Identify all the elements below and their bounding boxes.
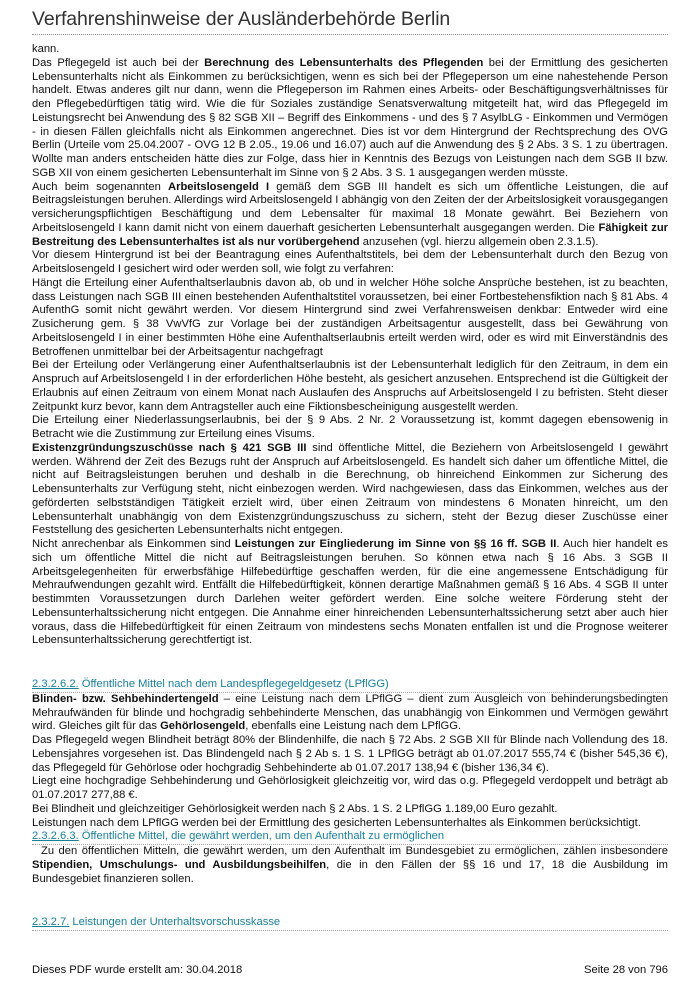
document-body <box>32 43 672 931</box>
paragraph-pflegegeld-blindheit: Das Pflegegeld wegen Blindheit beträgt 80% der Blindenhilfe, die nach § 72 Abs. 2 SGB XII für Blinde nach Vollendung des 18. Lebensjahres vorgesehen ist. Das Blindengeld nach § 2 Ab s. 1 S. 1 LPflGG beträgt ab 01.07.2017 555,74 € (bisher 545,36 €), das Pflegegeld für Gehörlose oder hochgradig Sehbehinderte ab 01.07.2017 138,94 € (bisher 136,34 €). <box>32 734 668 774</box>
paragraph-blindengeld: Blinden- bzw. Sehbehindertengeld – eine Leistung nach dem LPflGG – dient zum Ausgleich von behinderungsbedingten Mehraufwänden für blinde und hochgradig sehbehinderte Menschen, das unabhängig von Einkommen und Vermögen gewährt wird. Gleiches gilt für das Gehörlosengeld, ebenfalls eine Leistung nach dem LPflGG. <box>32 692 669 733</box>
header-divider <box>32 34 668 35</box>
paragraph-sehbehinderung: Liegt eine hochgradige Sehbehinderung und Gehörlosigkeit gleichzeitig vor, wird das o.g. Pflegegeld verdoppelt und beträgt ab 01.07.2017 277,88 €. <box>32 775 668 801</box>
paragraph-eingliederung: Nicht anrechenbar als Einkommen sind Leistungen zur Eingliederung im Sinne von §§ 16 ff. SGB II. Auch hier handelt es sich um öffentliche Mittel die nicht auf Beitragsleistungen beruhen. So können etwa nach § 16 Abs. 3 SGB II Arbeitsgelegenheiten für erwerbsfähige Hilfebedürftige geschaffen werden, für die eine angemessene Entschädigung für Mehraufwendungen gezahlt wird. Entfällt die Hilfebedürftigkeit, können derartige Maßnahmen gemäß § 16 Abs. 4 SGB II unter bestimmten Voraussetzungen durch Darlehen weiter gefördert werden. Eine solche weitere Förderung steht der Lebensunterhaltssicherung nicht entgegen. Die Annahme einer hinreichenden Lebensunterhaltssicherung setzt aber auch hier voraus, dass die Hilfebedürftigkeit für einen Zeitraum von mindestens sechs Monaten entfallen ist und die Prognose weiterer Lebensunterhaltssicherung gerechtfertigt ist. <box>32 538 668 647</box>
page-title: Verfahrenshinweise der Ausländerbehörde Berlin <box>32 8 451 30</box>
section-number-link[interactable]: 2.3.2.7. <box>32 916 70 929</box>
page-header <box>32 8 668 35</box>
created-date: Dieses PDF wurde erstellt am: 30.04.2018 <box>32 964 243 976</box>
section-heading-2326-3[interactable]: 2.3.2.6.3. Öffentliche Mittel, die gewährt werden, um den Aufenthalt zu ermöglichen <box>32 830 445 843</box>
paragraph-pflegegeld: Das Pflegegeld ist auch bei der Berechnung des Lebensunterhalts des Pflegenden bei der Ermittlung des gesicherten Lebensunterhalts nicht als Einkommen zu berücksichtigen, wenn es sich bei der Pflegeperson um eine nahestehende Person handelt. Etwas anderes gilt nur dann, wenn die Pflegeperson im Rahmen eines Arbeits- oder Beschäftigungsverhältnisses für den Pflegebedürftigen tätig wird. Wie die für Soziales zuständige Senatsverwaltung mitgeteilt hat, wird das Pflegegeld im Leistungsrecht bei Anwendung des § 82 SGB XII – Begriff des Einkommens - und des § 7 AsylbLG - Einkommen und Vermögen - in diesen Fällen gleichfalls nicht als Einkommen angerechnet. Dies ist vor dem Hintergrund der Rechtsprechung des OVG Berlin (Urteile vom 25.04.2007 - OVG 12 B 2.05., 19.06 und 16.07) auch auf die Anwendung des § 2 Abs. 3 S. 1 zu übertragen. Wollte man anders entscheiden hätte dies zur Folge, dass hier in Kenntnis des Bezugs von Leistungen nach dem SGB II bzw. SGB XII von einem gesicherten Lebensunterhalt im Sinne von § 2 Abs. 3 S. 1 ausgegangen werden müsste. <box>32 56 668 179</box>
section-heading-2326-2[interactable]: 2.3.2.6.2. Öffentliche Mittel nach dem Landespflegegeldgesetz (LPflGG) <box>32 678 389 690</box>
paragraph-verfahren: Vor diesem Hintergrund ist bei der Beantragung eines Aufenthaltstitels, bei dem der Lebensunterhalt durch den Bezug von Arbeitslosengeld I gesichert wird oder werden soll, wie folgt zu verfahren: <box>32 249 668 275</box>
paragraph-arbeitslosengeld: Auch beim sogenannten Arbeitslosengeld I gemäß dem SGB III handelt es sich um öffentliche Leistungen, die auf Beitragsleistungen beruhen. Allerdings wird Arbeitslosengeld I abhängig von den Zeiten der der Arbeitslosigkeit vorausgegangen versicherungspflichtigen Beschäftigung und dem Lebensalter für maximal 18 Monate gewährt. Bei Beziehern von Arbeitslosengeld I kann damit nicht von einem dauerhaft gesicherten Lebensunterhalt ausgegangen werden. Die Fähigkeit zur Bestreitung des Lebensunterhaltes ist als nur vorübergehend anzusehen (vgl. hierzu allgemein oben 2.3.1.5). <box>32 180 669 248</box>
page-number: Seite 28 von 796 <box>584 964 668 976</box>
paragraph-erteilung: Hängt die Erteilung einer Aufenthaltserlaubnis davon ab, ob und in welcher Höhe solche Ansprüche bestehen, ist zu beachten, dass Leistungen nach SGB III einen bestehenden Aufenthaltstitel voraussetzen, bei einer Fortbestehensfiktion nach § 81 Abs. 4 AufenthG somit nicht gewährt werden. Vor diesem Hintergrund sind zwei Verfahrensweisen denkbar: Entweder wird eine Zusicherung gem. § 38 VwVfG zur Vorlage bei der zuständigen Arbeitsagentur ausgestellt, dass bei Gewährung von Arbeitslosengeld I in einer bestimmten Höhe eine Aufenthaltserlaubnis erteilt werden wird, oder es wird mit Einverständnis des Betroffenen unmittelbar bei der Arbeitsagentur nachgefragt <box>32 276 668 358</box>
paragraph-continuation: kann. <box>32 43 60 55</box>
section-number-link[interactable]: 2.3.2.6.2. <box>32 678 79 690</box>
section-number-link[interactable]: 2.3.2.6.3. <box>32 830 79 843</box>
paragraph-stipendien: Zu den öffentlichen Mitteln, die gewährt werden, um den Aufenthalt im Bundesgebiet zu ermöglichen, zählen insbesondere Stipendien, Umschulungs- und Ausbildungsbeihilfen, die in den Fällen der §§ 16 und 17, 18 die Ausbildung im Bundesgebiet finanzieren sollen. <box>32 845 672 885</box>
paragraph-existenzgruendung: Existenzgründungszuschüsse nach § 421 SGB III sind öffentliche Mittel, die Beziehern von Arbeitslosengeld I gewährt werden. Während der Zeit des Bezugs ruht der Anspruch auf Arbeitslosengeld. Es handelt sich daher um öffentliche Mittel, die nicht auf Beitragsleistungen beruhen und deshalb in die Berechnung, ob hinreichend Einkommen zur Sicherung des Lebensunterhalts zur Verfügung steht, nicht einbezogen werden. Wird nachgewiesen, dass das Einkommen, welches aus der geförderten selbstständigen Tätigkeit erzielt wird, über einen Zeitraum von mindestens 6 Monaten hinreicht, um den Lebensunterhalt unabhängig von dem Existenzgründungszuschuss zu sichern, steht der Bezug dieser Zuschüsse einer Feststellung des gesicherten Lebensunterhalts nicht entgegen. <box>32 441 668 537</box>
section-heading-2327[interactable]: 2.3.2.7. Leistungen der Unterhaltsvorschusskasse <box>32 916 281 929</box>
paragraph-blindheit-gehoerlos: Bei Blindheit und gleichzeitiger Gehörlosigkeit werden nach § 2 Abs. 1 S. 2 LPflGG 1.189,00 Euro gezahlt. <box>32 802 558 815</box>
paragraph-niederlassung: Die Erteilung einer Niederlassungserlaubnis, bei der § 9 Abs. 2 Nr. 2 Voraussetzung ist, kommt dagegen ebensowenig in Betracht wie die Zustimmung zur Erteilung eines Visums. <box>32 414 668 440</box>
paragraph-verlaengerung: Bei der Erteilung oder Verlängerung einer Aufenthaltserlaubnis ist der Lebensunterhalt lediglich für den Zeitraum, in dem ein Anspruch auf Arbeitslosengeld I in der erforderlichen Höhe besteht, als gesichert anzusehen. Entsprechend ist die Gültigkeit der Erlaubnis auf einen Zeitraum von einem Monat nach Auslaufen des Anspruchs auf Arbeitslosengeld I zu befristen. Steht dieser Zeitpunkt kurz bevor, kann dem Antragsteller auch eine Fiktionsbescheinigung ausgestellt werden. <box>32 359 668 413</box>
section-divider <box>32 930 668 931</box>
paragraph-lpflgg-einkommen: Leistungen nach dem LPflGG werden bei der Ermittlung des gesicherten Lebensunterhaltes als Einkommen berücksichtigt. <box>32 816 641 829</box>
